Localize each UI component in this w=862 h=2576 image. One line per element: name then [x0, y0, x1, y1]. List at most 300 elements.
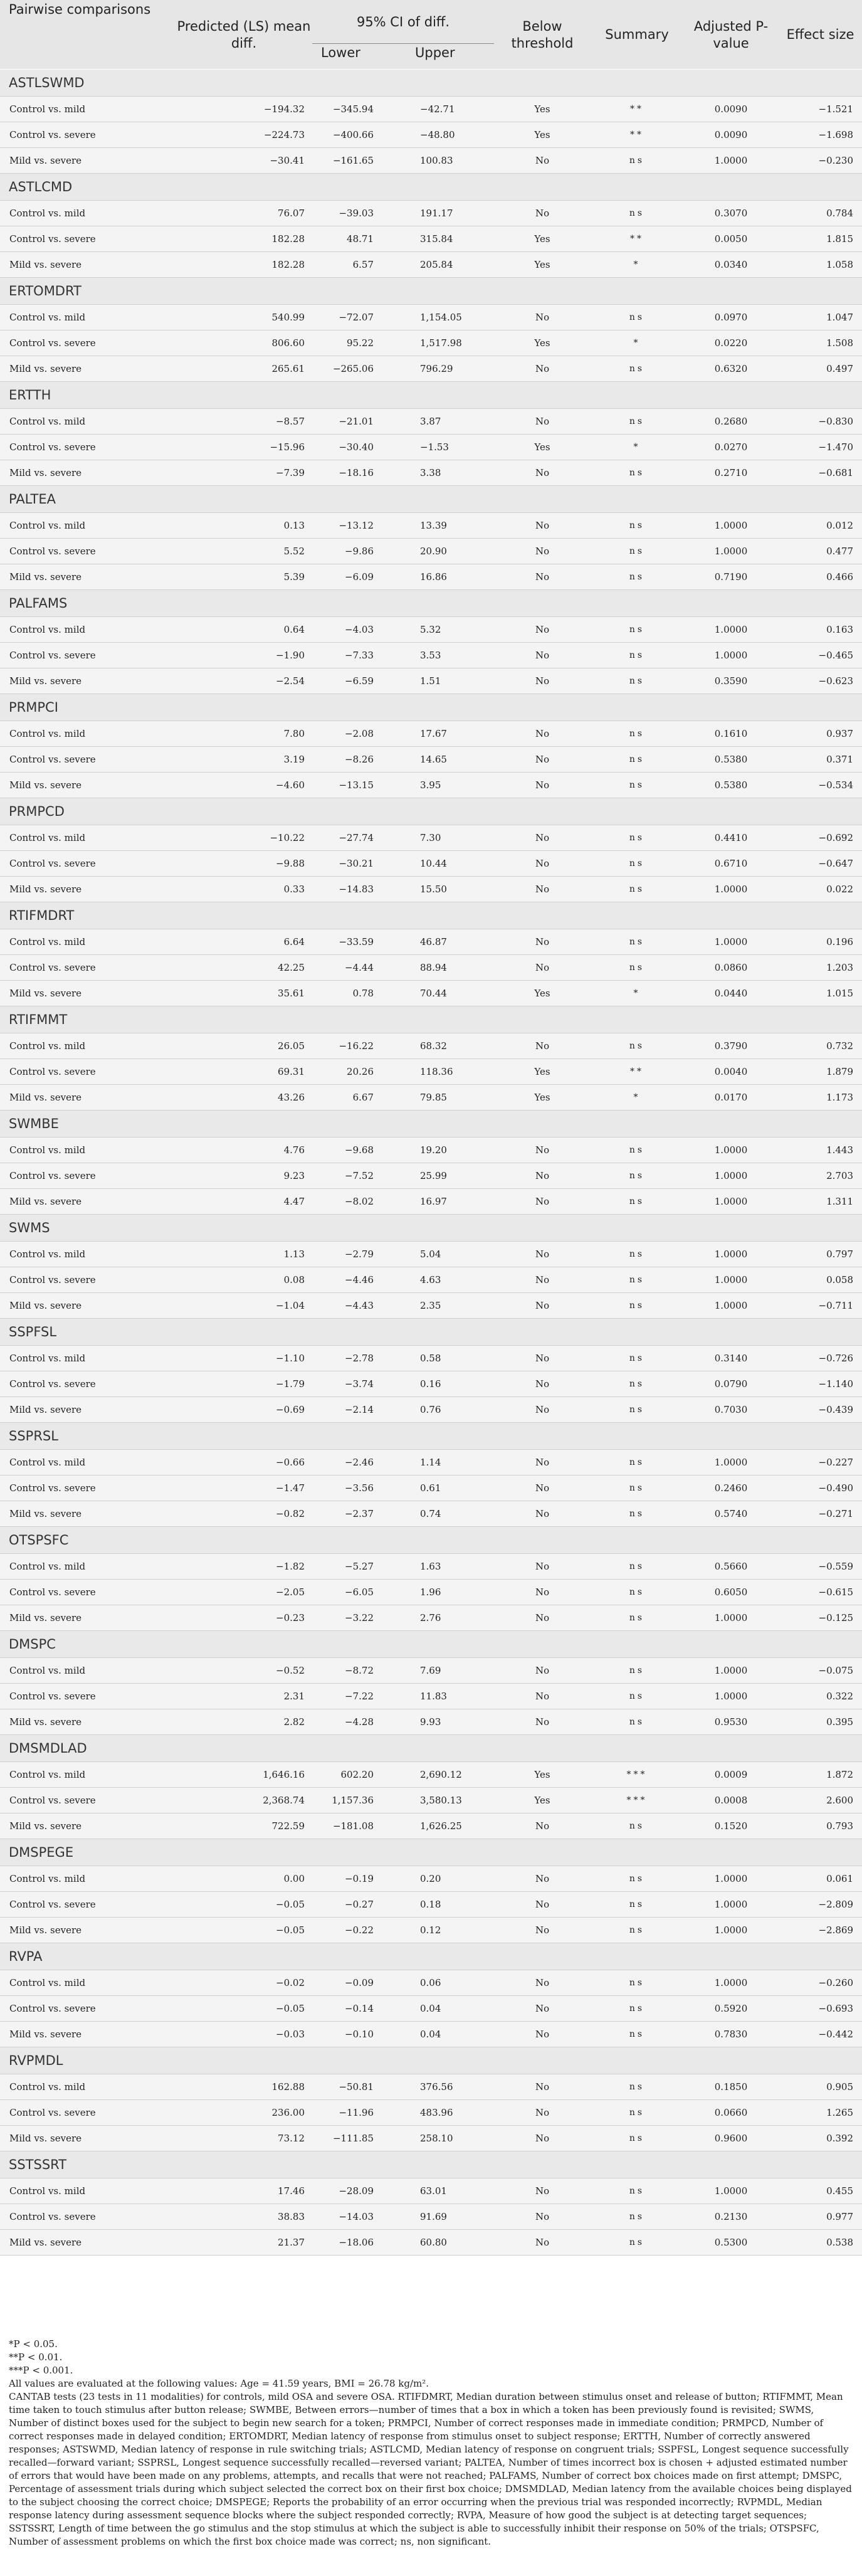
below-threshold-cell: No — [494, 1892, 591, 1918]
adjusted-p-cell: 1.0000 — [683, 617, 779, 643]
adjusted-p-cell: 1.0000 — [683, 1189, 779, 1215]
table-row — [0, 1059, 862, 1085]
predicted-mean-cell: −0.66 — [176, 1450, 312, 1475]
summary-cell: ** — [591, 226, 683, 252]
comparison-cell: Control vs. severe — [0, 1371, 176, 1397]
adjusted-p-cell: 1.0000 — [683, 1658, 779, 1684]
ci-upper-cell: 1.96 — [406, 1580, 494, 1605]
measure-group-row — [0, 902, 862, 929]
summary-cell: ns — [591, 929, 683, 955]
summary-cell: ns — [591, 1033, 683, 1059]
measure-name: ERTOMDRT — [0, 278, 862, 305]
table-row — [0, 617, 862, 643]
measure-group-row — [0, 2151, 862, 2178]
predicted-mean-cell: 182.28 — [176, 252, 312, 278]
ci-lower-cell: −161.65 — [312, 148, 406, 174]
predicted-mean-cell: 3.19 — [176, 747, 312, 773]
comparison-cell: Mild vs. severe — [0, 1605, 176, 1631]
ci-upper-cell: 60.80 — [406, 2230, 494, 2256]
measure-name: RVPMDL — [0, 2047, 862, 2074]
comparison-cell: Mild vs. severe — [0, 252, 176, 278]
ci-upper-cell: 0.20 — [406, 1866, 494, 1892]
measure-name: SWMBE — [0, 1111, 862, 1138]
summary-cell: ns — [591, 1605, 683, 1631]
footnote: **P < 0.01. — [9, 2352, 63, 2363]
predicted-mean-cell: −0.05 — [176, 1918, 312, 1943]
summary-cell: ns — [591, 1892, 683, 1918]
ci-lower-cell: 6.57 — [312, 252, 406, 278]
comparison-cell: Control vs. mild — [0, 1346, 176, 1371]
table-row — [0, 1658, 862, 1684]
comparison-cell: Mild vs. severe — [0, 877, 176, 902]
adjusted-p-cell: 0.5660 — [683, 1554, 779, 1580]
col-header-pairwise: Pairwise comparisons — [0, 0, 176, 70]
effect-size-cell: 0.466 — [779, 564, 862, 590]
below-threshold-cell: Yes — [494, 435, 591, 460]
table-row — [0, 513, 862, 539]
measure-group-row — [0, 1423, 862, 1450]
adjusted-p-cell: 0.0340 — [683, 252, 779, 278]
summary-cell: ns — [591, 148, 683, 174]
predicted-mean-cell: −0.05 — [176, 1892, 312, 1918]
summary-cell: *** — [591, 1762, 683, 1788]
col-header-upper: Upper — [406, 44, 494, 70]
below-threshold-cell: No — [494, 1163, 591, 1189]
predicted-mean-cell: 806.60 — [176, 330, 312, 356]
ci-upper-cell: 2,690.12 — [406, 1762, 494, 1788]
ci-lower-cell: −39.03 — [312, 201, 406, 226]
comparison-cell: Mild vs. severe — [0, 460, 176, 486]
ci-lower-cell: −33.59 — [312, 929, 406, 955]
below-threshold-cell: No — [494, 825, 591, 851]
adjusted-p-cell: 0.2460 — [683, 1475, 779, 1501]
below-threshold-cell: No — [494, 2126, 591, 2151]
below-threshold-cell: Yes — [494, 1059, 591, 1085]
ci-lower-cell: −18.16 — [312, 460, 406, 486]
adjusted-p-cell: 0.6710 — [683, 851, 779, 877]
ci-upper-cell: 79.85 — [406, 1085, 494, 1111]
measure-name: SSPRSL — [0, 1423, 862, 1450]
measure-name: SWMS — [0, 1215, 862, 1242]
summary-cell: ns — [591, 513, 683, 539]
measure-name: SSTSSRT — [0, 2151, 862, 2178]
adjusted-p-cell: 0.5300 — [683, 2230, 779, 2256]
table-row — [0, 1397, 862, 1423]
table-row — [0, 1866, 862, 1892]
adjusted-p-cell: 0.5380 — [683, 773, 779, 798]
adjusted-p-cell: 0.7830 — [683, 2022, 779, 2047]
ci-upper-cell: 10.44 — [406, 851, 494, 877]
comparison-cell: Control vs. mild — [0, 97, 176, 122]
table-row — [0, 1501, 862, 1527]
effect-size-cell: 1.058 — [779, 252, 862, 278]
ci-upper-cell: 0.58 — [406, 1346, 494, 1371]
effect-size-cell: 0.058 — [779, 1267, 862, 1293]
ci-lower-cell: 602.20 — [312, 1762, 406, 1788]
summary-cell: ns — [591, 1189, 683, 1215]
below-threshold-cell: Yes — [494, 1788, 591, 1813]
table-row — [0, 1293, 862, 1319]
col-header-below-threshold: Below threshold — [494, 0, 591, 70]
ci-lower-cell: −0.10 — [312, 2022, 406, 2047]
predicted-mean-cell: −0.03 — [176, 2022, 312, 2047]
effect-size-cell: 0.022 — [779, 877, 862, 902]
below-threshold-cell: No — [494, 1605, 591, 1631]
effect-size-cell: 1.508 — [779, 330, 862, 356]
adjusted-p-cell: 0.9530 — [683, 1709, 779, 1735]
below-threshold-cell: No — [494, 1501, 591, 1527]
table-row — [0, 2178, 862, 2204]
effect-size-cell: 1.015 — [779, 981, 862, 1006]
measure-group-row — [0, 1319, 862, 1346]
predicted-mean-cell: 76.07 — [176, 201, 312, 226]
effect-size-cell: −0.693 — [779, 1996, 862, 2022]
predicted-mean-cell: 0.33 — [176, 877, 312, 902]
col-header-effect-size: Effect size — [779, 0, 862, 70]
predicted-mean-cell: −15.96 — [176, 435, 312, 460]
comparison-cell: Control vs. severe — [0, 1684, 176, 1709]
effect-size-cell: 0.392 — [779, 2126, 862, 2151]
predicted-mean-cell: −1.90 — [176, 643, 312, 668]
adjusted-p-cell: 0.1610 — [683, 721, 779, 747]
measure-name: RVPA — [0, 1943, 862, 1970]
table-row — [0, 148, 862, 174]
summary-cell: ns — [591, 564, 683, 590]
ci-lower-cell: −18.06 — [312, 2230, 406, 2256]
ci-upper-cell: 0.74 — [406, 1501, 494, 1527]
below-threshold-cell: No — [494, 2022, 591, 2047]
predicted-mean-cell: −0.52 — [176, 1658, 312, 1684]
ci-upper-cell: 483.96 — [406, 2100, 494, 2126]
ci-lower-cell: −16.22 — [312, 1033, 406, 1059]
ci-upper-cell: 3.53 — [406, 643, 494, 668]
below-threshold-cell: No — [494, 2074, 591, 2100]
comparison-cell: Control vs. mild — [0, 2178, 176, 2204]
adjusted-p-cell: 0.0220 — [683, 330, 779, 356]
table-row — [0, 460, 862, 486]
measure-name: PRMPCD — [0, 798, 862, 825]
ci-upper-cell: 5.04 — [406, 1242, 494, 1267]
ci-lower-cell: 48.71 — [312, 226, 406, 252]
ci-upper-cell: 1.63 — [406, 1554, 494, 1580]
ci-upper-cell: 46.87 — [406, 929, 494, 955]
effect-size-cell: 0.455 — [779, 2178, 862, 2204]
effect-size-cell: 0.012 — [779, 513, 862, 539]
predicted-mean-cell: −0.82 — [176, 1501, 312, 1527]
effect-size-cell: −0.647 — [779, 851, 862, 877]
below-threshold-cell: No — [494, 2100, 591, 2126]
comparison-cell: Control vs. mild — [0, 201, 176, 226]
predicted-mean-cell: 265.61 — [176, 356, 312, 382]
comparison-cell: Control vs. severe — [0, 643, 176, 668]
table-row — [0, 330, 862, 356]
adjusted-p-cell: 0.3140 — [683, 1346, 779, 1371]
adjusted-p-cell: 1.0000 — [683, 1138, 779, 1163]
ci-upper-cell: −48.80 — [406, 122, 494, 148]
ci-lower-cell: 95.22 — [312, 330, 406, 356]
adjusted-p-cell: 0.4410 — [683, 825, 779, 851]
ci-upper-cell: 315.84 — [406, 226, 494, 252]
effect-size-cell: −0.726 — [779, 1346, 862, 1371]
comparison-cell: Control vs. mild — [0, 721, 176, 747]
ci-lower-cell: −21.01 — [312, 409, 406, 435]
adjusted-p-cell: 0.6320 — [683, 356, 779, 382]
ci-lower-cell: −9.86 — [312, 539, 406, 564]
below-threshold-cell: No — [494, 1918, 591, 1943]
ci-lower-cell: −5.27 — [312, 1554, 406, 1580]
predicted-mean-cell: 236.00 — [176, 2100, 312, 2126]
ci-upper-cell: 1.14 — [406, 1450, 494, 1475]
ci-upper-cell: 0.61 — [406, 1475, 494, 1501]
summary-cell: ns — [591, 721, 683, 747]
summary-cell: ns — [591, 1346, 683, 1371]
adjusted-p-cell: 1.0000 — [683, 1892, 779, 1918]
ci-upper-cell: −42.71 — [406, 97, 494, 122]
below-threshold-cell: Yes — [494, 252, 591, 278]
summary-cell: ns — [591, 1450, 683, 1475]
footnote: *P < 0.05. — [9, 2338, 58, 2350]
comparison-cell: Control vs. mild — [0, 1866, 176, 1892]
ci-lower-cell: −2.46 — [312, 1450, 406, 1475]
adjusted-p-cell: 0.0090 — [683, 97, 779, 122]
ci-lower-cell: −400.66 — [312, 122, 406, 148]
summary-cell: ns — [591, 1866, 683, 1892]
adjusted-p-cell: 0.1850 — [683, 2074, 779, 2100]
col-header-lower: Lower — [312, 44, 406, 70]
ci-lower-cell: −30.21 — [312, 851, 406, 877]
below-threshold-cell: No — [494, 643, 591, 668]
adjusted-p-cell: 1.0000 — [683, 513, 779, 539]
below-threshold-cell: No — [494, 877, 591, 902]
ci-lower-cell: −0.22 — [312, 1918, 406, 1943]
comparison-cell: Mild vs. severe — [0, 1085, 176, 1111]
adjusted-p-cell: 0.0790 — [683, 1371, 779, 1397]
measure-name: PALFAMS — [0, 590, 862, 617]
comparison-cell: Control vs. mild — [0, 2074, 176, 2100]
effect-size-cell: 0.784 — [779, 201, 862, 226]
ci-lower-cell: −14.83 — [312, 877, 406, 902]
effect-size-cell: 0.497 — [779, 356, 862, 382]
effect-size-cell: −0.534 — [779, 773, 862, 798]
ci-lower-cell: −2.79 — [312, 1242, 406, 1267]
ci-upper-cell: 0.04 — [406, 1996, 494, 2022]
below-threshold-cell: No — [494, 356, 591, 382]
table-row — [0, 1554, 862, 1580]
comparison-cell: Control vs. severe — [0, 435, 176, 460]
table-row — [0, 2204, 862, 2230]
ci-upper-cell: 205.84 — [406, 252, 494, 278]
measure-group-row — [0, 2047, 862, 2074]
ci-lower-cell: −4.43 — [312, 1293, 406, 1319]
effect-size-cell: −0.711 — [779, 1293, 862, 1319]
table-row — [0, 1970, 862, 1996]
ci-lower-cell: −13.12 — [312, 513, 406, 539]
effect-size-cell: −1.140 — [779, 1371, 862, 1397]
summary-cell: ns — [591, 773, 683, 798]
table-row — [0, 305, 862, 330]
ci-upper-cell: 17.67 — [406, 721, 494, 747]
effect-size-cell: 2.600 — [779, 1788, 862, 1813]
below-threshold-cell: No — [494, 513, 591, 539]
table-row — [0, 409, 862, 435]
below-threshold-cell: No — [494, 1866, 591, 1892]
below-threshold-cell: No — [494, 721, 591, 747]
comparison-cell: Mild vs. severe — [0, 1189, 176, 1215]
predicted-mean-cell: 26.05 — [176, 1033, 312, 1059]
predicted-mean-cell: −1.47 — [176, 1475, 312, 1501]
effect-size-cell: 1.879 — [779, 1059, 862, 1085]
measure-group-row — [0, 70, 862, 97]
ci-upper-cell: 9.93 — [406, 1709, 494, 1735]
below-threshold-cell: Yes — [494, 1762, 591, 1788]
adjusted-p-cell: 1.0000 — [683, 1866, 779, 1892]
measure-name: DMSMDLAD — [0, 1735, 862, 1762]
comparison-cell: Control vs. mild — [0, 1762, 176, 1788]
effect-size-cell: −0.692 — [779, 825, 862, 851]
comparison-cell: Control vs. mild — [0, 1450, 176, 1475]
below-threshold-cell: No — [494, 305, 591, 330]
adjusted-p-cell: 1.0000 — [683, 1267, 779, 1293]
summary-cell: ns — [591, 1242, 683, 1267]
adjusted-p-cell: 0.0440 — [683, 981, 779, 1006]
predicted-mean-cell: 43.26 — [176, 1085, 312, 1111]
summary-cell: ns — [591, 1658, 683, 1684]
summary-cell: ns — [591, 2204, 683, 2230]
table-row — [0, 1762, 862, 1788]
ci-lower-cell: −13.15 — [312, 773, 406, 798]
summary-cell: ns — [591, 955, 683, 981]
adjusted-p-cell: 0.0040 — [683, 1059, 779, 1085]
table-row — [0, 1189, 862, 1215]
summary-cell: ns — [591, 825, 683, 851]
table-row — [0, 201, 862, 226]
ci-upper-cell: 7.30 — [406, 825, 494, 851]
summary-cell: ns — [591, 1709, 683, 1735]
summary-cell: ns — [591, 305, 683, 330]
predicted-mean-cell: 1.13 — [176, 1242, 312, 1267]
effect-size-cell: 0.538 — [779, 2230, 862, 2256]
below-threshold-cell: No — [494, 1580, 591, 1605]
comparison-cell: Mild vs. severe — [0, 148, 176, 174]
summary-cell: ns — [591, 643, 683, 668]
below-threshold-cell: No — [494, 1397, 591, 1423]
adjusted-p-cell: 0.0660 — [683, 2100, 779, 2126]
table-row — [0, 1580, 862, 1605]
below-threshold-cell: No — [494, 1475, 591, 1501]
predicted-mean-cell: −1.04 — [176, 1293, 312, 1319]
table-row — [0, 2074, 862, 2100]
table-row — [0, 668, 862, 694]
predicted-mean-cell: 2.31 — [176, 1684, 312, 1709]
summary-cell: ns — [591, 747, 683, 773]
ci-lower-cell: −265.06 — [312, 356, 406, 382]
comparison-cell: Control vs. severe — [0, 226, 176, 252]
adjusted-p-cell: 1.0000 — [683, 539, 779, 564]
ci-upper-cell: 63.01 — [406, 2178, 494, 2204]
summary-cell: ns — [591, 1475, 683, 1501]
effect-size-cell: 0.371 — [779, 747, 862, 773]
effect-size-cell: 1.311 — [779, 1189, 862, 1215]
measure-group-row — [0, 1215, 862, 1242]
adjusted-p-cell: 0.2710 — [683, 460, 779, 486]
ci-upper-cell: 100.83 — [406, 148, 494, 174]
adjusted-p-cell: 1.0000 — [683, 643, 779, 668]
below-threshold-cell: No — [494, 1242, 591, 1267]
ci-upper-cell: 3.95 — [406, 773, 494, 798]
ci-lower-cell: −7.33 — [312, 643, 406, 668]
effect-size-cell: −0.230 — [779, 148, 862, 174]
ci-upper-cell: 3.38 — [406, 460, 494, 486]
table-row — [0, 825, 862, 851]
summary-cell: * — [591, 252, 683, 278]
ci-lower-cell: −0.09 — [312, 1970, 406, 1996]
predicted-mean-cell: 0.08 — [176, 1267, 312, 1293]
predicted-mean-cell: 4.47 — [176, 1189, 312, 1215]
adjusted-p-cell: 1.0000 — [683, 877, 779, 902]
predicted-mean-cell: 0.13 — [176, 513, 312, 539]
effect-size-cell: 1.173 — [779, 1085, 862, 1111]
adjusted-p-cell: 0.7030 — [683, 1397, 779, 1423]
comparison-cell: Mild vs. severe — [0, 2230, 176, 2256]
comparison-cell: Mild vs. severe — [0, 981, 176, 1006]
measure-name: RTIFMDRT — [0, 902, 862, 929]
adjusted-p-cell: 1.0000 — [683, 929, 779, 955]
predicted-mean-cell: 162.88 — [176, 2074, 312, 2100]
table-row — [0, 539, 862, 564]
predicted-mean-cell: −0.05 — [176, 1996, 312, 2022]
table-row — [0, 1267, 862, 1293]
table-row — [0, 643, 862, 668]
predicted-mean-cell: −30.41 — [176, 148, 312, 174]
effect-size-cell: 0.163 — [779, 617, 862, 643]
predicted-mean-cell: 69.31 — [176, 1059, 312, 1085]
table-row — [0, 1605, 862, 1631]
predicted-mean-cell: −0.69 — [176, 1397, 312, 1423]
ci-upper-cell: 16.86 — [406, 564, 494, 590]
comparison-cell: Mild vs. severe — [0, 564, 176, 590]
below-threshold-cell: No — [494, 1267, 591, 1293]
effect-size-cell: 0.477 — [779, 539, 862, 564]
col-header-ci: 95% CI of diff. — [312, 0, 494, 44]
summary-cell: ns — [591, 1554, 683, 1580]
table-row — [0, 1085, 862, 1111]
comparison-cell: Control vs. severe — [0, 122, 176, 148]
below-threshold-cell: Yes — [494, 97, 591, 122]
measure-name: DMSPEGE — [0, 1839, 862, 1866]
comparison-cell: Control vs. severe — [0, 2204, 176, 2230]
predicted-mean-cell: 9.23 — [176, 1163, 312, 1189]
predicted-mean-cell: −1.10 — [176, 1346, 312, 1371]
table-row — [0, 2230, 862, 2256]
adjusted-p-cell: 0.6050 — [683, 1580, 779, 1605]
predicted-mean-cell: 5.39 — [176, 564, 312, 590]
below-threshold-cell: No — [494, 201, 591, 226]
ci-lower-cell: 0.78 — [312, 981, 406, 1006]
ci-lower-cell: −0.19 — [312, 1866, 406, 1892]
col-header-adjusted-p — [683, 0, 779, 70]
predicted-mean-cell: −0.02 — [176, 1970, 312, 1996]
adjusted-p-cell: 0.2680 — [683, 409, 779, 435]
summary-cell: ns — [591, 1501, 683, 1527]
adjusted-p-cell: 0.7190 — [683, 564, 779, 590]
effect-size-cell: 1.047 — [779, 305, 862, 330]
below-threshold-cell: No — [494, 1658, 591, 1684]
adjusted-p-cell: 0.5740 — [683, 1501, 779, 1527]
comparison-cell: Control vs. mild — [0, 1033, 176, 1059]
effect-size-cell: 1.872 — [779, 1762, 862, 1788]
measure-name: ERTTH — [0, 382, 862, 409]
ci-lower-cell: −3.22 — [312, 1605, 406, 1631]
